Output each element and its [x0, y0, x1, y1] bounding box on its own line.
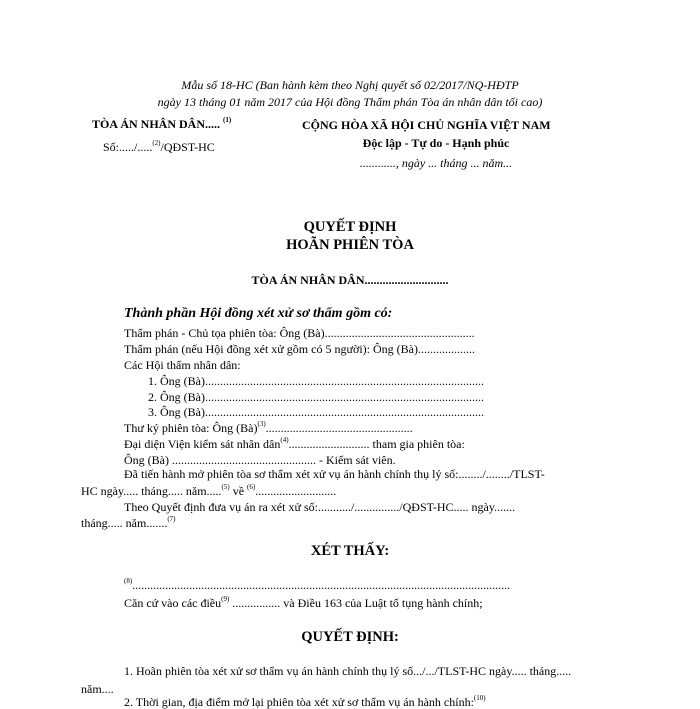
procuracy-line: Đại diện Viện kiểm sát nhân dân$^{(4)}$........................... tham gia phiên tòa: [124, 436, 465, 451]
document-title: QUYẾT ĐỊNH [303, 219, 397, 235]
court-name: TÒA ÁN NHÂN DÂN..... $^{(1)}$ [92, 116, 232, 131]
clerk-line: Thư ký phiên tòa: Ông (Bà)$^{(3)}$................................................. [124, 420, 413, 435]
place-date-line: ............, ngày ... tháng ... năm... [359, 156, 513, 170]
judge-extra-line: Thẩm phán (nếu Hội đồng xét xử gồm có 5 người): Ông (Bà)................... [124, 342, 475, 356]
form-reference-line2: ngày 13 tháng 01 năm 2017 của Hội đồng Thẩm phán Tòa án nhân dân tối cao) [157, 95, 543, 109]
assessors-label: Các Hội thẩm nhân dân: [124, 358, 241, 372]
assessor-1: 1. Ông (Bà)............................................................................................. [148, 374, 484, 388]
decision-number: Số:...../.....$^{(2)}$/QĐST-HC [103, 139, 215, 154]
decision-item-1-line1: 1. Hoãn phiên tòa xét xử sơ thẩm vụ án hành chính thụ lý số.../.../TLST-HC ngày..... tháng..... [124, 664, 572, 678]
court-line: TÒA ÁN NHÂN DÂN............................ [251, 273, 449, 287]
country-name: CỘNG HÒA XÃ HỘI CHỦ NGHĨA VIỆT NAM [302, 118, 551, 132]
assessor-2: 2. Ông (Bà)............................................................................................. [148, 390, 484, 404]
trial-decision-line1: Theo Quyết định đưa vụ án ra xét xử số:.........../.............../QĐST-HC..... ngày....... [124, 500, 516, 514]
decision-heading: QUYẾT ĐỊNH: [301, 629, 399, 645]
opened-session-line2: HC ngày..... tháng..... năm.....$^{(5)}$ về $^{(6)}$........................... [81, 483, 337, 498]
assessor-3: 3. Ông (Bà)............................................................................................. [148, 405, 484, 419]
reason-line: $^{(8)}$.............................................................................................................................. [124, 577, 511, 592]
decision-item-2-partial: 2. Thời gian, địa điểm mở lại phiên tòa xét xử sơ thẩm vụ án hành chính:$^{(10)}$ [124, 694, 486, 709]
national-motto: Độc lập - Tự do - Hạnh phúc [362, 136, 510, 150]
procurator-line: Ông (Bà) ................................................ - Kiểm sát viên. [124, 453, 396, 467]
findings-heading: XÉT THẤY: [310, 543, 390, 559]
opened-session-line1: Đã tiến hành mở phiên tòa sơ thẩm xét xử vụ án hành chính thụ lý số:......../......../TLST- [124, 467, 545, 481]
trial-decision-line2: tháng..... năm.......$^{(7)}$ [81, 515, 176, 530]
decision-item-1-line2: năm.... [81, 682, 114, 696]
panel-heading: Thành phần Hội đồng xét xử sơ thẩm gồm có: [124, 306, 393, 321]
form-reference-line1: Mẫu số 18-HC (Ban hành kèm theo Nghị quyết số 02/2017/NQ-HĐTP [181, 78, 519, 92]
judge-chair-line: Thẩm phán - Chủ tọa phiên tòa: Ông (Bà).................................................. [124, 326, 475, 340]
legal-basis-line: Căn cứ vào các điều$^{(9)}$ ................ và Điều 163 của Luật tố tụng hành chính; [124, 595, 483, 610]
document-subtitle: HOÃN PHIÊN TÒA [286, 237, 414, 253]
